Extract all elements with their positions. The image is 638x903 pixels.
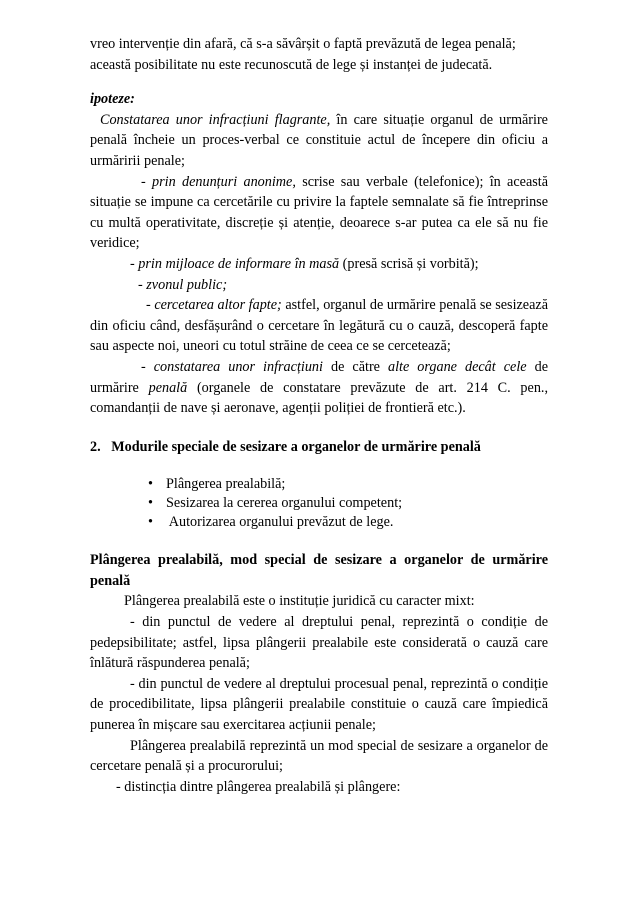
hypothesis-other-facts: - cercetarea altor fapte; astfel, organul de urmărire penală se sesizează din oficiu când, desfășurând o cercetare în legătură cu o cauză, descoperă fapte sau aspecte noi, uneori cu totul străine de ceea ce se cercetează; [90, 297, 548, 355]
section-2-number: 2. [90, 438, 101, 455]
hypothesis-flagrant-text: în care situație organul de urmărire penală încheie un proces-verbal ce constituie actul de începere din oficiu a urmăririi penale; [90, 111, 548, 169]
paragraph-penal: - din punctul de vedere al dreptului penal, reprezintă o condiție de pedepsibilitate; astfel, lipsa plângerii prealabile este considerată o cauză care înlătură răspunderea penală; [90, 614, 548, 672]
ipoteze-label: ipoteze: [90, 91, 135, 108]
bullet-icon: • [148, 476, 153, 493]
bullet-icon: • [148, 495, 153, 512]
paragraph-intro: Plângerea prealabilă este o instituție juridică cu caracter mixt: [124, 593, 475, 610]
paragraph-special-mode: Plângerea prealabilă reprezintă un mod special de sesizare a organelor de cercetare penală și a procurorului; [90, 737, 548, 775]
section-2-heading [90, 437, 548, 458]
hypothesis-rumor: - zvonul public; [138, 276, 228, 293]
hypothesis-anonymous: - prin denunțuri anonime, scrise sau verbale (telefonice); în această situație se impune ca cercetările cu privire la faptele semnalate să fie întreprinse cu multă operativitate, discreție și atenție, deoarece s-ar putea ca ele să nu fie veridice; [90, 173, 548, 252]
special-modes-list [90, 475, 548, 532]
list-item-text: Autorizarea organului prevăzut de lege. [166, 514, 394, 531]
document-page [90, 34, 548, 797]
hypothesis-media-italic: prin mijloace de informare în masă [138, 255, 340, 272]
hypothesis-other-facts-text: astfel, organul de urmărire penală se sesizează din oficiu când, desfășurând o cercetare în legătură cu o cauză, descoperă fapte sau aspecte noi, uneori cu totul străine de ceea ce se cercetează; [90, 297, 548, 355]
hypothesis-other-organs: - constatarea unor infracțiuni de către alte organe decât cele de urmărire penală (organele de constatare prevăzute de art. 214 C. pen., comandanții de nave și aeronave, agenții poliției de frontieră etc.). [90, 358, 549, 417]
list-item [148, 475, 548, 494]
paragraph-procedural: - din punctul de vedere al dreptului procesual penal, reprezintă o condiție de procedibilitate, lipsa plângerii prealabile constituie o cauză care împiedică punerea în mișcare sau exercitarea acțiunii penale; [90, 675, 548, 734]
list-item [148, 513, 548, 532]
hypothesis-media: - prin mijloace de informare în masă (presă scrisă și vorbită); [130, 255, 479, 272]
hypothesis-rumor-italic: zvonul public; [146, 276, 228, 293]
hypothesis-flagrant-italic: Constatarea unor infracțiuni flagrante, [100, 111, 331, 128]
section-2-title: Modurile speciale de sesizare a organelor de urmărire penală [111, 438, 481, 455]
list-item-text: Sesizarea la cererea organului competent; [166, 495, 403, 512]
list-item-text: Plângerea prealabilă; [166, 476, 286, 493]
list-item [148, 494, 548, 513]
top-paragraph [90, 34, 548, 75]
hypothesis-media-text: (presă scrisă și vorbită); [339, 255, 479, 272]
bullet-icon: • [148, 514, 153, 531]
hypothesis-anonymous-text: scrise sau verbale (telefonice); în această situație se impune ca cercetările cu privire la faptele semnalate să fie întreprinse cu multă operativitate, discreție și atenție, deoarece s-ar putea ca ele să nu fie veridice; [90, 173, 548, 252]
hypothesis-other-facts-italic: cercetarea altor fapte; [154, 297, 282, 314]
top-paragraph-line1: vreo intervenție din afară, că s-a săvârșit o faptă prevăzută de legea penală; [90, 36, 516, 52]
hypothesis-anonymous-italic: prin denunțuri anonime, [152, 173, 296, 190]
hypothesis-flagrant [90, 110, 548, 172]
subsection-title: Plângerea prealabilă, mod special de sesizare a organelor de urmărire penală [90, 552, 548, 589]
paragraph-distinction: - distincția dintre plângerea prealabilă și plângere: [116, 778, 401, 795]
top-paragraph-line2: această posibilitate nu este recunoscută de lege și instanței de judecată. [90, 56, 493, 73]
